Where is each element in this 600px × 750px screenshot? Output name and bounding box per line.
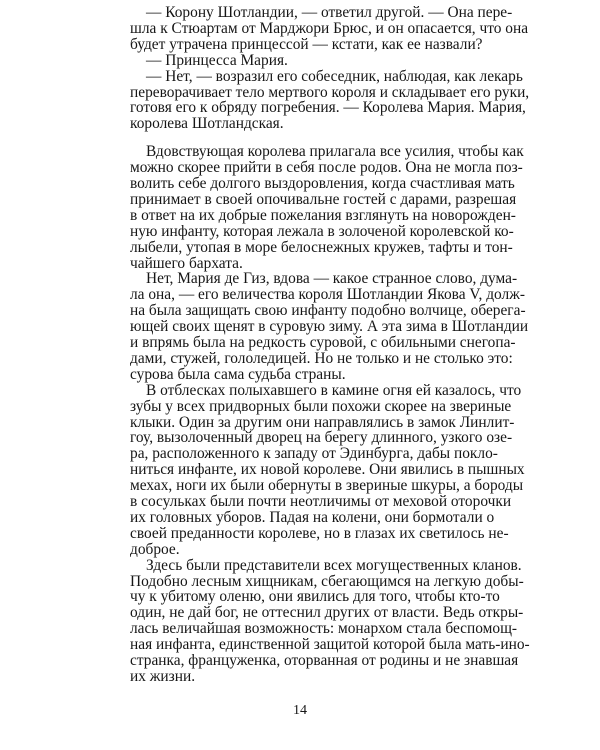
text-line: лыбели, утопая в море белоснежных кружев, тафты и тон-: [130, 238, 513, 256]
text-line: в сосульках были почти неотличимы от меховой оторочки: [130, 493, 512, 510]
text-line: доброе.: [130, 540, 180, 558]
text-line: волить себе долгого выздоровления, когда счастливая мать: [130, 175, 515, 192]
page-number: 14: [293, 703, 307, 718]
text-line: Нет, Мария де Гиз, вдова — какое странное слово, дума-: [146, 270, 518, 288]
text-line: мехах, ноги их были обернуты в звериные шкуры, а бороды: [130, 477, 524, 495]
text-line: королева Шотландская.: [130, 115, 284, 133]
text-line: ную инфанту, которая лежала в золоченой королевской ко-: [130, 222, 514, 240]
text-line: будет утрачена принцессой — кстати, как ее назвали?: [130, 35, 483, 53]
text-line: ющей своих щенят в суровую зиму. А эта зима в Шотландии: [130, 318, 529, 336]
text-line: готовя его к обряду погребения. — Королева Мария. Мария,: [130, 99, 526, 117]
text-line: сурова была сама судьба страны.: [130, 365, 346, 383]
text-line: странка, француженка, оторванная от родины и не знавшая: [130, 652, 519, 669]
text-line: своей преданности королеве, но в глазах их светилось не-: [130, 524, 509, 542]
text-line: чу к убитому оленю, они явились для того, чтобы кто-то: [130, 588, 500, 606]
text-line: Здесь были представители всех могущественных кланов.: [146, 556, 522, 574]
text-line: на была защищать свою инфанту подобно волчице, оберега-: [130, 302, 526, 320]
text-line: Вдовствующая королева прилагала все усилия, чтобы как: [146, 143, 524, 161]
text-line: Подобно лесным хищникам, сбегающимся на легкую добы-: [130, 572, 524, 590]
text-line: в ответ на их добрые пожелания взглянуть на новорожден-: [130, 206, 516, 224]
text-line: ра, расположенного к западу от Эдинбурга, дабы покло-: [130, 445, 498, 463]
text-line: — Нет, — возразил его собеседник, наблюдая, как лекарь: [146, 67, 523, 85]
text-line: их жизни.: [130, 667, 196, 685]
text-line: ниться инфанте, их новой королеве. Они явились в пышных: [130, 461, 525, 479]
text-line: гоу, вызолоченный дворец на берегу длинного, узкого озе-: [130, 429, 513, 447]
text-line: дами, стужей, гололедицей. Но не только и не столько это:: [130, 349, 513, 367]
text-line: лась величайшая возможность: монархом стала беспомощ-: [130, 620, 518, 638]
text-line: шла к Стюартам от Марджори Брюс, и он опасается, что она: [130, 19, 529, 37]
text-line: чайшего бархата.: [130, 254, 243, 272]
text-line: ная инфанта, единственной защитой которой была мать-ино-: [130, 636, 530, 654]
text-line: один, не дай бог, не оттеснил других от власти. Ведь откры-: [130, 604, 524, 622]
text-line: клыки. Один за другим они направлялись в замок Линлит-: [130, 413, 515, 431]
text-line: — Принцесса Мария.: [146, 51, 288, 69]
text-line: ла она, — его величества короля Шотландии Якова V, долж-: [130, 286, 525, 304]
text-line: — Корону Шотландии, — ответил другой. — Она пере-: [146, 4, 513, 21]
text-line: В отблесках полыхавшего в камине огня ей казалось, что: [146, 381, 522, 399]
text-line: можно скорее прийти в себя после родов. Она не могла поз-: [130, 159, 523, 177]
text-line: их головных уборов. Падая на колени, они бормотали о: [130, 508, 495, 526]
text-line: и впрямь была на редкость суровой, с обильными снегопа-: [130, 334, 516, 351]
text-line: зубы у всех придворных были похожи скорее на звериные: [130, 397, 512, 415]
text-line: переворачивает тело мертвого короля и складывает его руки,: [130, 83, 530, 101]
text-line: принимает в своей опочивальне гостей с дарами, разрешая: [130, 190, 517, 208]
